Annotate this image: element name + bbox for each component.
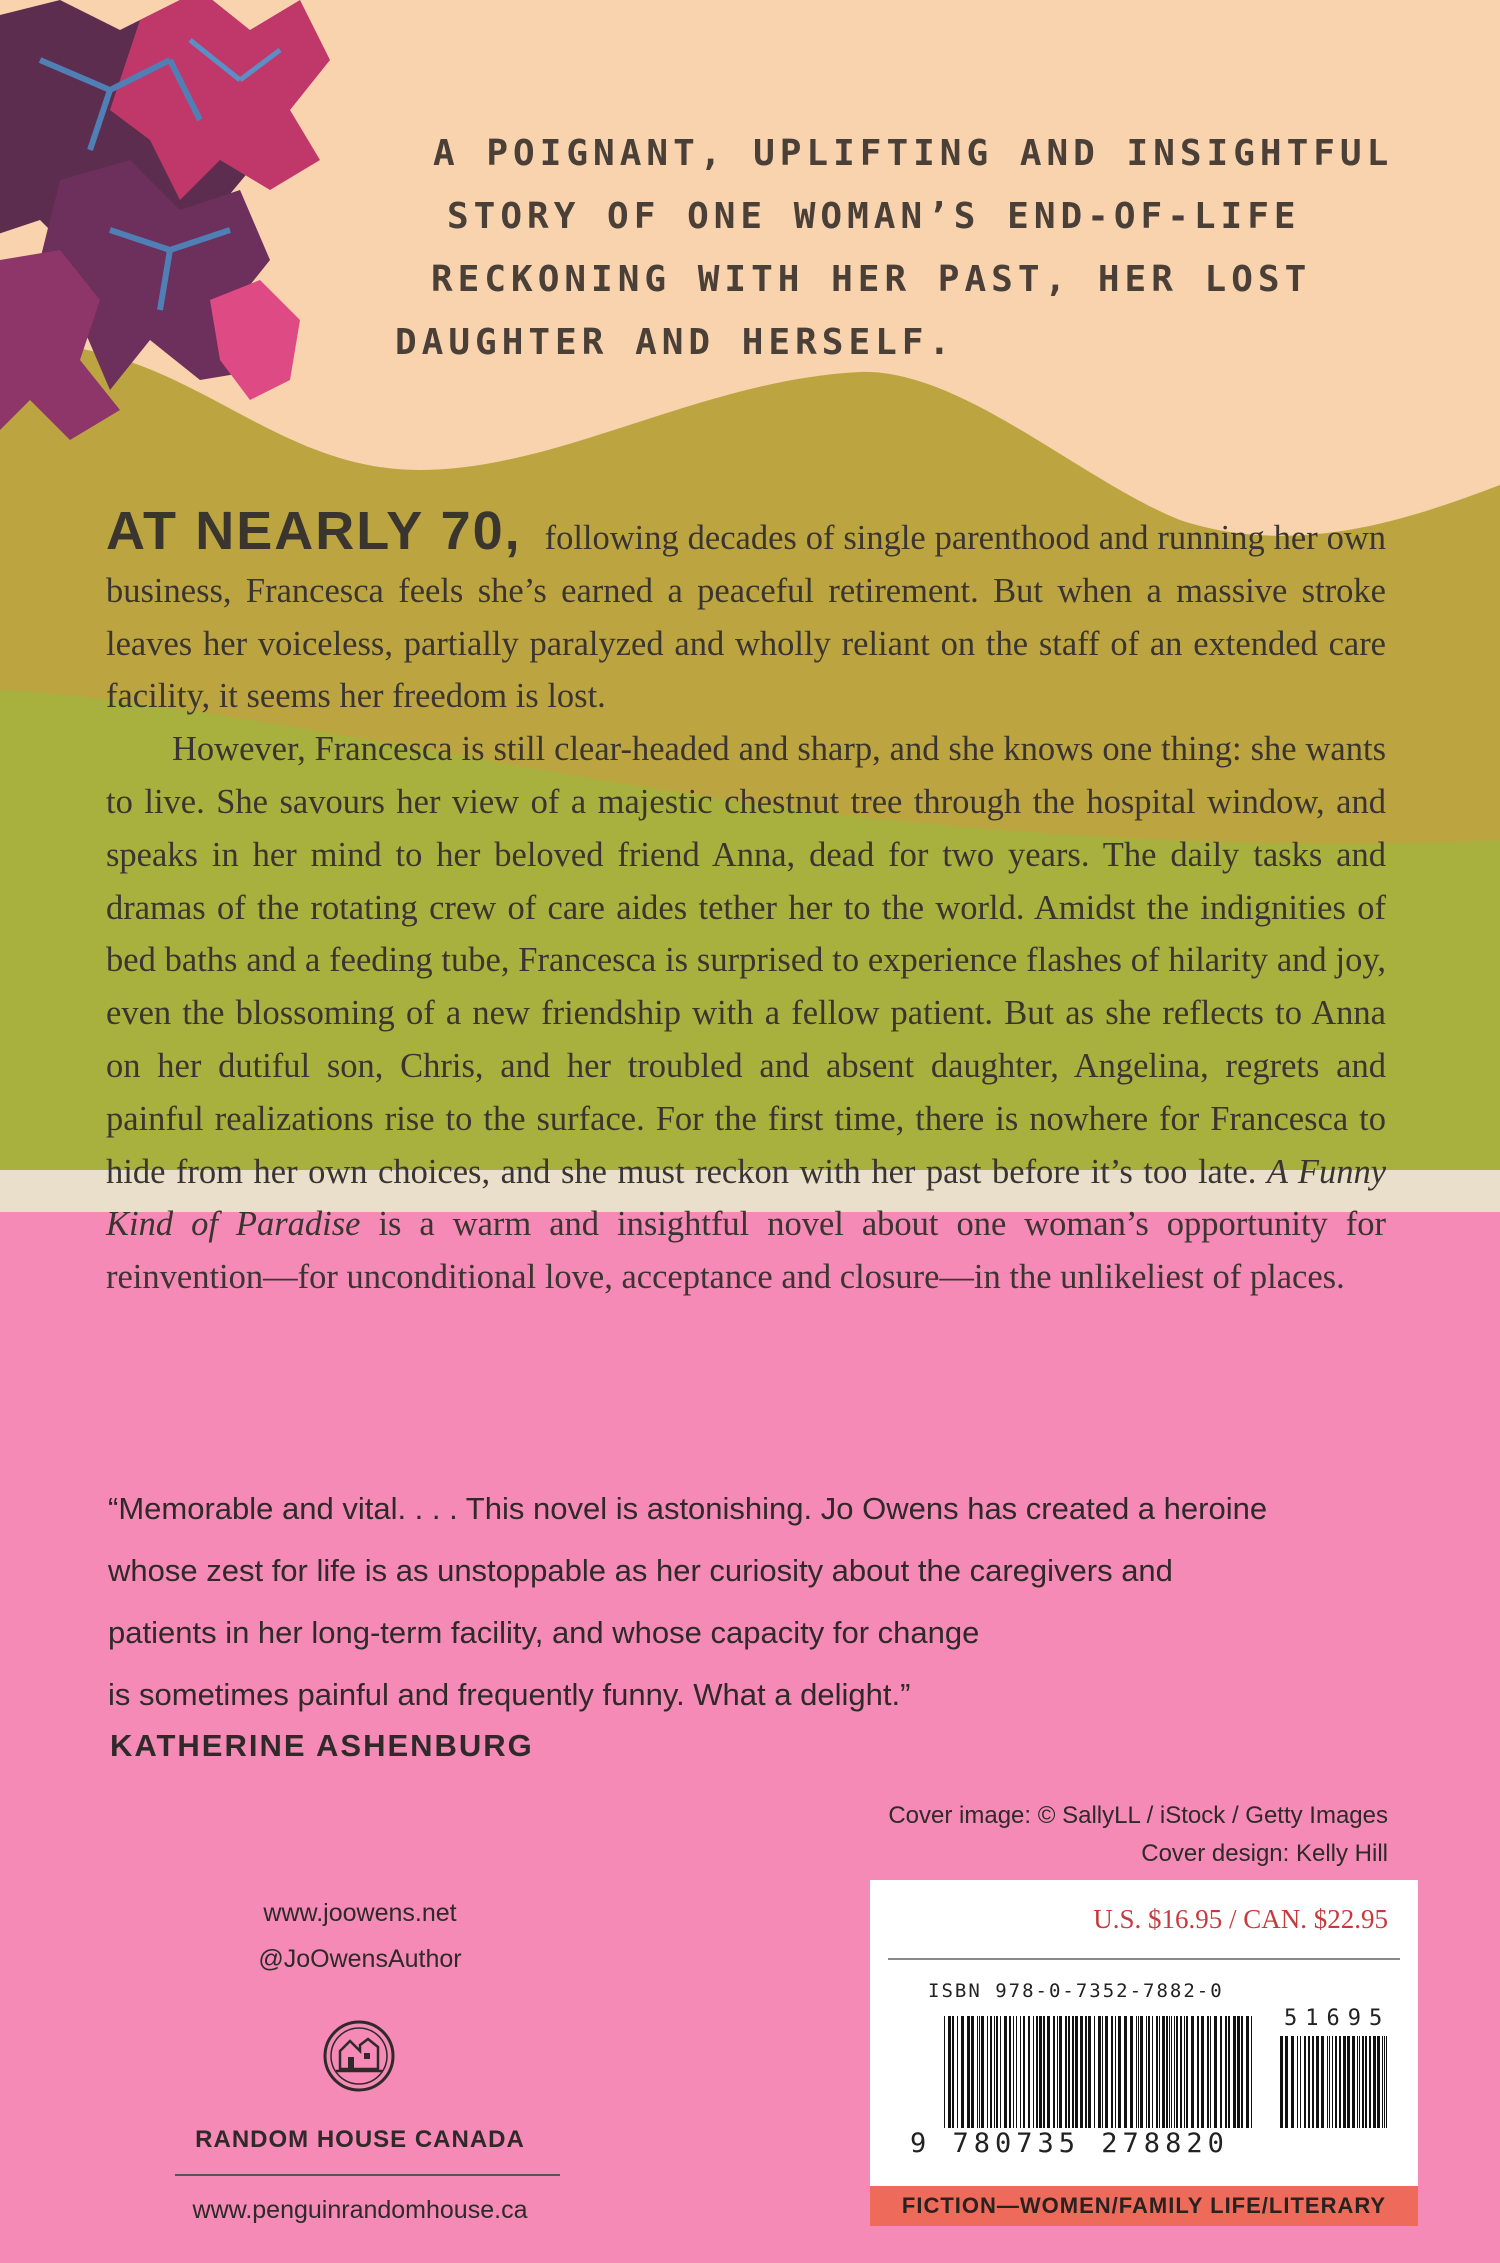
barcode-bar <box>1016 2016 1017 2128</box>
barcode-bar <box>1072 2016 1074 2128</box>
house-logo-icon <box>322 2019 396 2093</box>
barcode-bar <box>1332 2036 1333 2128</box>
barcode-bar <box>1047 2016 1050 2128</box>
barcode-bar <box>1369 2036 1371 2128</box>
book-title: A Funny Kind of Paradise <box>106 1152 1387 1244</box>
barcode-bar <box>1186 2016 1188 2128</box>
description-p2-text: However, Francesca is still clear-headed and sharp, and she knows one thing: she wants to live. She savours her view of a majestic chestnut tree through the hospital window, and speaks in her mind to her beloved friend Anna, dead for two years. The daily tasks and dramas of the rotating crew of care aides tether her to the world. Amidst the indignities of bed baths and a feeding tube, Francesca is surprised to experience flashes of hilarity and joy, even the blossoming of a new friendship with a fellow patient. But as she reflects to Anna on her dutiful son, Chris, and her troubled and absent daughter, Angelina, regrets and painful realizations rise to the surface. For the first time, there is nowhere for Francesca to hide from her own choices, and she must reckon with her past before it’s too late. <box>106 730 1386 1191</box>
barcode-bar <box>1300 2036 1301 2128</box>
barcode-bar <box>1329 2036 1330 2128</box>
barcode-bar <box>944 2016 945 2128</box>
price: U.S. $16.95 / CAN. $22.95 <box>1093 1904 1388 1934</box>
barcode-bar <box>1080 2016 1083 2128</box>
barcode-bar <box>1297 2036 1298 2128</box>
barcode-bar <box>1065 2016 1067 2128</box>
barcode-bar <box>1033 2016 1034 2128</box>
barcode-bar <box>967 2016 970 2128</box>
barcode-bar <box>1159 2016 1160 2128</box>
description-leadin: AT NEARLY 70, <box>106 501 522 561</box>
barcode-bar <box>1352 2036 1355 2128</box>
barcode-bar <box>1004 2016 1007 2128</box>
barcode-bar <box>1225 2016 1227 2128</box>
barcode-bar <box>1359 2036 1360 2128</box>
barcode-bar <box>981 2016 984 2128</box>
barcode-bar <box>952 2016 954 2128</box>
barcode-bar <box>1308 2036 1310 2128</box>
barcode-bar <box>1013 2016 1014 2128</box>
barcode-bar <box>1146 2016 1147 2128</box>
category-label: FICTION—WOMEN/FAMILY LIFE/LITERARY <box>870 2186 1418 2226</box>
barcode-bar <box>1102 2016 1103 2128</box>
barcode-bar <box>1357 2036 1358 2128</box>
barcode-bar <box>1118 2016 1121 2128</box>
cover-image-credit: Cover image: © SallyLL / iStock / Getty Images <box>888 1802 1388 1829</box>
tagline-line-4: DAUGHTER AND HERSELF. <box>395 322 956 363</box>
description-p1-text: following decades of single parenthood and running her own business, Francesca feels she’s earned a peaceful retirement. But when a massive stroke leaves her voiceless, partially paralyzed and wholly reliant on the staff of an extended care facility, it seems her freedom is lost. <box>106 519 1387 716</box>
barcode-bar <box>1124 2016 1127 2128</box>
barcode-bar <box>1180 2016 1182 2128</box>
barcode-bar <box>1166 2016 1168 2128</box>
barcode-bar <box>971 2016 974 2128</box>
barcode-bar <box>1039 2016 1042 2128</box>
barcode-bar <box>1233 2016 1236 2128</box>
barcode-bar <box>1023 2016 1025 2128</box>
barcode-bar <box>1210 2016 1211 2128</box>
barcode-bar <box>1115 2016 1116 2128</box>
addon-barcode <box>1278 2036 1392 2128</box>
barcode <box>942 2016 1258 2128</box>
author-website-link[interactable]: www.joowens.net <box>263 1899 457 1927</box>
barcode-bar <box>1138 2016 1139 2128</box>
publisher-divider <box>175 2174 560 2176</box>
barcode-bar <box>1220 2016 1222 2128</box>
barcode-bar <box>1291 2036 1294 2128</box>
barcode-bar <box>1136 2016 1137 2128</box>
barcode-bar <box>1028 2016 1030 2128</box>
barcode-bar <box>1384 2036 1385 2128</box>
barcode-bar <box>1339 2036 1341 2128</box>
barcode-bar <box>1237 2016 1240 2128</box>
isbn: ISBN 978-0-7352-7882-0 <box>928 1980 1224 2002</box>
quote-line-2: whose zest for life is as unstoppable as her curiosity about the caregivers and <box>108 1553 1173 1588</box>
barcode-bar <box>1347 2036 1350 2128</box>
barcode-bar <box>1335 2036 1337 2128</box>
quote-line-1: “Memorable and vital. . . . This novel is astonishing. Jo Owens has created a heroine <box>108 1491 1268 1526</box>
tagline <box>395 122 1394 374</box>
description-paragraph-1 <box>106 501 1387 723</box>
author-links <box>180 1890 540 1982</box>
barcode-bar <box>1000 2016 1001 2128</box>
barcode-bar <box>1176 2016 1178 2128</box>
barcode-bar <box>1382 2036 1383 2128</box>
barcode-bar <box>1036 2016 1038 2128</box>
quote-line-4: is sometimes painful and frequently funny. What a delight.” <box>108 1677 911 1712</box>
barcode-bar <box>1130 2016 1133 2128</box>
barcode-bar <box>1207 2016 1209 2128</box>
barcode-bar <box>957 2016 958 2128</box>
barcode-bar <box>1162 2016 1165 2128</box>
barcode-bar <box>1169 2016 1170 2128</box>
barcode-bar <box>1321 2036 1324 2128</box>
price-divider <box>888 1958 1400 1960</box>
barcode-bar <box>996 2016 998 2128</box>
barcode-bar <box>1197 2016 1199 2128</box>
barcode-bar <box>1094 2016 1095 2128</box>
barcode-bar <box>948 2016 951 2128</box>
barcode-bar <box>1251 2016 1252 2128</box>
barcode-bar <box>1156 2016 1158 2128</box>
barcode-bar <box>987 2016 988 2128</box>
barcode-bar <box>1280 2036 1283 2128</box>
publisher-website-link[interactable]: www.penguinrandomhouse.ca <box>192 2196 528 2224</box>
barcode-bar <box>1246 2016 1249 2128</box>
quote-attribution: KATHERINE ASHENBURG <box>110 1728 534 1763</box>
barcode-bar <box>1140 2016 1143 2128</box>
tagline-line-1: A POIGNANT, UPLIFTING AND INSIGHTFUL <box>433 133 1394 174</box>
book-description <box>106 501 1387 1304</box>
barcode-bar <box>990 2016 992 2128</box>
barcode-bar <box>1085 2016 1087 2128</box>
description-paragraph-2 <box>106 723 1386 1304</box>
barcode-bar <box>1105 2016 1108 2128</box>
price-barcode-box <box>870 1880 1418 2192</box>
barcode-bar <box>1009 2016 1011 2128</box>
tagline-line-2: STORY OF ONE WOMAN’S END-OF-LIFE <box>447 196 1301 237</box>
barcode-bar <box>1020 2016 1021 2128</box>
barcode-bar <box>1316 2036 1319 2128</box>
barcode-bar <box>1043 2016 1045 2128</box>
barcode-bar <box>1068 2016 1070 2128</box>
barcode-bar <box>1373 2036 1376 2128</box>
cover-credits <box>888 1797 1388 1873</box>
barcode-bar <box>1365 2036 1367 2128</box>
barcode-bar <box>977 2016 978 2128</box>
barcode-bar <box>994 2016 995 2128</box>
barcode-bar <box>1386 2036 1387 2128</box>
barcode-bar <box>1174 2016 1175 2128</box>
tagline-line-3: RECKONING WITH HER PAST, HER LOST <box>431 259 1312 300</box>
barcode-bar <box>1191 2016 1194 2128</box>
barcode-bar <box>1088 2016 1091 2128</box>
barcode-bar <box>1152 2016 1153 2128</box>
barcode-bar <box>1053 2016 1055 2128</box>
cover-design-credit: Cover design: Kelly Hill <box>1141 1840 1388 1867</box>
barcode-bar <box>1377 2036 1380 2128</box>
barcode-bar <box>1362 2036 1364 2128</box>
barcode-bar <box>1098 2016 1101 2128</box>
barcode-bar <box>1285 2036 1288 2128</box>
description-p2-end: is a warm and insightful novel about one woman’s opportunity for reinvention—for unconditional love, acceptance and closure—in the unlikeliest of places. <box>106 1205 1386 1297</box>
barcode-bar <box>1075 2016 1078 2128</box>
review-quote <box>108 1478 1338 1726</box>
addon-digits: 51695 <box>1284 2006 1391 2031</box>
barcode-bar <box>1241 2016 1243 2128</box>
barcode-bar <box>1327 2036 1328 2128</box>
barcode-bar <box>1201 2016 1204 2128</box>
barcode-bar <box>1148 2016 1150 2128</box>
quote-line-3: patients in her long-term facility, and whose capacity for change <box>108 1615 980 1650</box>
barcode-bar <box>1059 2016 1062 2128</box>
barcode-bar <box>1057 2016 1058 2128</box>
barcode-bar <box>979 2016 980 2128</box>
barcode-bar <box>1228 2016 1230 2128</box>
barcode-bar <box>1171 2016 1172 2128</box>
barcode-bar <box>1111 2016 1113 2128</box>
barcode-digits: 9 780735 278820 <box>910 2128 1229 2159</box>
barcode-bar <box>1343 2036 1346 2128</box>
barcode-bar <box>1312 2036 1314 2128</box>
publisher-name: RANDOM HOUSE CANADA <box>195 2126 525 2153</box>
barcode-bar <box>1184 2016 1185 2128</box>
barcode-bar <box>1214 2016 1217 2128</box>
barcode-bar <box>961 2016 964 2128</box>
author-social-handle[interactable]: @JoOwensAuthor <box>258 1945 462 1973</box>
barcode-bar <box>1304 2036 1306 2128</box>
